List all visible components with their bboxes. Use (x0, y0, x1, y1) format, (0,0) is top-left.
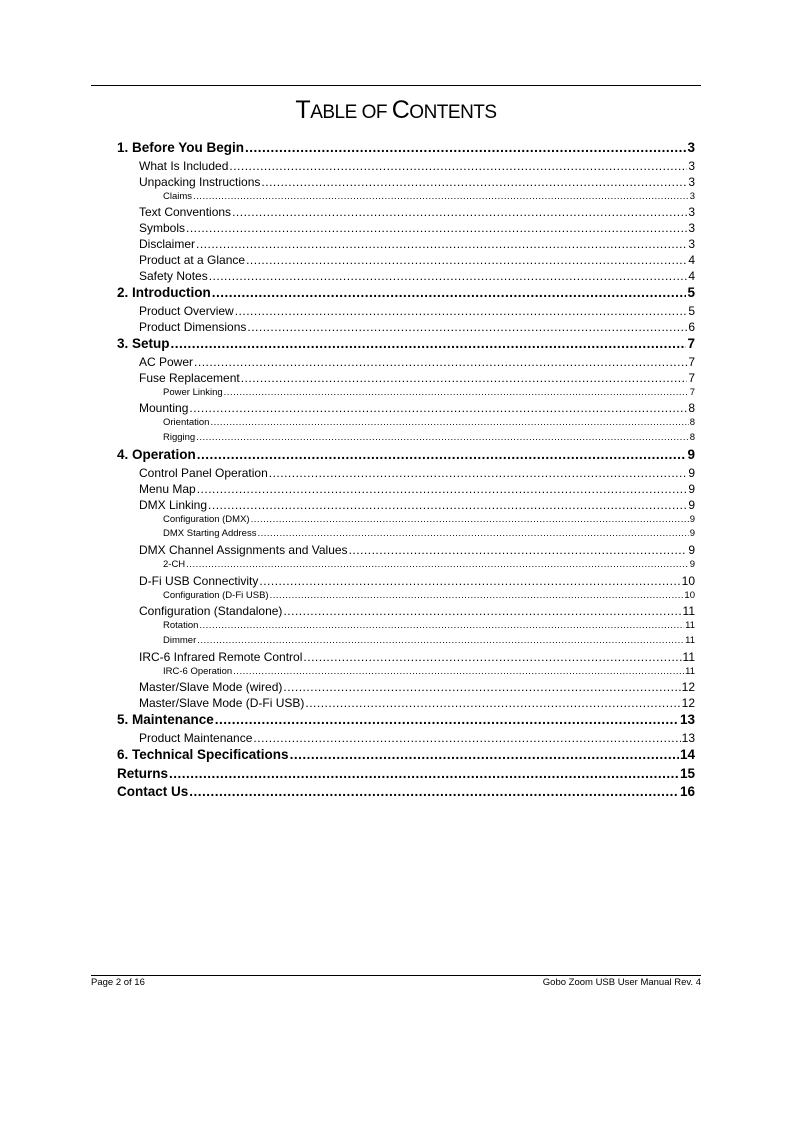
toc-entry-page: 4 (688, 269, 695, 284)
toc-entry-label: Disclaimer (139, 237, 196, 252)
toc-dot-leader (197, 634, 684, 649)
toc-entry-label: Rotation (163, 620, 199, 632)
toc-entry-page: 12 (681, 696, 695, 711)
toc-entry-page: 10 (684, 589, 695, 601)
toc-entry-label: Symbols (139, 221, 186, 236)
toc-dot-leader (245, 139, 686, 158)
toc-entry-page: 8 (689, 417, 695, 429)
toc-dot-leader (233, 665, 684, 680)
toc-entry-label: Unpacking Instructions (139, 174, 261, 189)
page-footer (91, 977, 701, 989)
toc-dot-leader (235, 303, 688, 319)
toc-dot-leader (269, 465, 688, 481)
toc-entry[interactable] (117, 400, 695, 416)
toc-entry-label: Configuration (D-Fi USB) (163, 589, 269, 601)
toc-entry-label: DMX Channel Assignments and Values (139, 542, 348, 557)
toc-entry[interactable] (117, 252, 695, 268)
toc-entry-label: Returns (117, 765, 169, 781)
toc-entry-page: 9 (688, 497, 695, 512)
toc-entry-page: 9 (689, 528, 695, 540)
toc-dot-leader (305, 695, 680, 711)
toc-dot-leader (259, 573, 680, 589)
page-title (91, 94, 701, 129)
toc-entry-page: 3 (689, 190, 695, 202)
toc-entry-label: Configuration (Standalone) (139, 604, 283, 619)
toc-entry-label: D-Fi USB Connectivity (139, 573, 259, 588)
toc-dot-leader (197, 446, 687, 465)
toc-entry-label: IRC-6 Infrared Remote Control (139, 649, 303, 664)
toc-entry-label: Dimmer (163, 634, 197, 646)
toc-entry[interactable] (117, 236, 695, 252)
toc-entry-page: 7 (688, 354, 695, 369)
toc-entry[interactable] (117, 354, 695, 370)
toc-dot-leader (194, 354, 687, 370)
toc-dot-leader (210, 416, 688, 431)
toc-dot-leader (349, 542, 688, 558)
toc-entry-page: 9 (689, 513, 695, 525)
toc-entry-label: Safety Notes (139, 269, 208, 284)
toc-dot-leader (212, 284, 687, 303)
toc-entry[interactable] (117, 268, 695, 284)
toc-entry[interactable] (117, 634, 695, 649)
footer-rule (91, 975, 701, 976)
toc-dot-leader (196, 236, 687, 252)
toc-entry-page: 5 (688, 304, 695, 319)
toc-entry-page: 3 (688, 221, 695, 236)
title-initial-1: T (295, 96, 311, 124)
toc-entry[interactable] (117, 174, 695, 190)
toc-entry[interactable] (117, 370, 695, 386)
toc-dot-leader (283, 603, 681, 619)
toc-entry[interactable] (117, 481, 695, 497)
toc-entry[interactable] (117, 158, 695, 174)
toc-entry-page: 8 (688, 401, 695, 416)
toc-entry[interactable] (117, 695, 695, 711)
toc-dot-leader (209, 268, 688, 284)
toc-entry-label: Product Dimensions (139, 320, 247, 335)
toc-entry-page: 16 (679, 784, 695, 800)
toc-entry-label: Product Overview (139, 304, 234, 319)
toc-entry[interactable] (117, 665, 695, 680)
toc-entry-label: AC Power (139, 354, 194, 369)
toc-entry-page: 13 (681, 731, 695, 745)
toc-dot-leader (246, 252, 687, 268)
toc-entry-page: 12 (681, 680, 695, 695)
toc-entry-label: DMX Starting Address (163, 528, 257, 540)
title-rest-1: ABLE OF (310, 102, 392, 123)
toc-entry-label: Master/Slave Mode (D-Fi USB) (139, 696, 305, 711)
toc-entry[interactable] (117, 619, 695, 634)
toc-entry-page: 8 (689, 432, 695, 444)
toc-entry-label: What Is Included (139, 158, 229, 173)
title-initial-2: C (391, 96, 410, 124)
toc-entry[interactable] (117, 319, 695, 335)
toc-entry[interactable] (117, 335, 695, 354)
toc-dot-leader (208, 497, 687, 513)
toc-entry[interactable] (117, 730, 695, 746)
toc-entry-page: 11 (685, 634, 695, 646)
toc-entry[interactable] (117, 746, 695, 765)
toc-dot-leader (261, 174, 687, 190)
toc-entry-label: 3. Setup (117, 336, 170, 352)
toc-dot-leader (251, 513, 689, 528)
toc-entry[interactable] (117, 603, 695, 619)
toc-entry[interactable] (117, 220, 695, 236)
toc-entry-page: 3 (688, 174, 695, 189)
toc-entry-page: 13 (679, 712, 695, 728)
toc-entry[interactable] (117, 513, 695, 528)
toc-entry-label: Rigging (163, 432, 196, 444)
toc-entry[interactable] (117, 139, 695, 158)
toc-entry[interactable] (117, 542, 695, 558)
toc-entry-label: Product Maintenance (139, 731, 253, 745)
toc-entry-page: 3 (688, 237, 695, 252)
title-rest-2: ONTENTS (409, 102, 497, 123)
toc-entry-page: 9 (688, 481, 695, 496)
toc-entry-page: 11 (682, 649, 695, 664)
toc-entry[interactable] (117, 303, 695, 319)
header-rule (91, 85, 701, 86)
toc-entry-label: Product at a Glance (139, 253, 246, 268)
toc-dot-leader (232, 204, 687, 220)
toc-entry[interactable] (117, 649, 695, 665)
toc-entry[interactable] (117, 765, 695, 784)
toc-entry[interactable] (117, 783, 695, 802)
toc-dot-leader (283, 679, 680, 695)
toc-entry[interactable] (117, 190, 695, 205)
toc-dot-leader (189, 783, 679, 802)
toc-entry-page: 11 (685, 620, 695, 632)
toc-entry-page: 15 (679, 765, 695, 781)
toc-entry-page: 9 (689, 558, 695, 570)
toc-entry[interactable] (117, 446, 695, 465)
toc-entry-label: Fuse Replacement (139, 370, 240, 385)
toc-entry-page: 4 (688, 253, 695, 268)
footer-document-title: Gobo Zoom USB User Manual Rev. 4 (542, 977, 701, 988)
toc-dot-leader (224, 386, 689, 401)
toc-entry-page: 11 (685, 665, 695, 677)
toc-entry-label: Mounting (139, 401, 189, 416)
toc-entry[interactable] (117, 589, 695, 604)
toc-entry-page: 10 (681, 573, 695, 588)
toc-dot-leader (186, 558, 689, 573)
toc-entry-page: 9 (688, 542, 695, 557)
toc-entry-label: 2-CH (163, 558, 186, 570)
footer-page-number: Page 2 of 16 (91, 977, 145, 988)
toc-entry[interactable] (117, 465, 695, 481)
toc-dot-leader (270, 589, 684, 604)
toc-entry[interactable] (117, 711, 695, 730)
toc-entry-label: 6. Technical Specifications (117, 747, 289, 762)
toc-entry-page: 14 (679, 747, 695, 762)
toc-entry-page: 3 (688, 205, 695, 220)
toc-entry-label: Text Conventions (139, 205, 232, 220)
toc-entry[interactable] (117, 416, 695, 431)
table-of-contents (117, 139, 695, 802)
toc-dot-leader (257, 527, 688, 542)
toc-entry-label: Claims (163, 190, 193, 202)
toc-dot-leader (171, 335, 687, 354)
toc-entry-label: IRC-6 Operation (163, 665, 233, 677)
toc-entry-page: 7 (687, 336, 695, 352)
toc-entry-page: 9 (688, 465, 695, 480)
toc-entry[interactable] (117, 284, 695, 303)
toc-dot-leader (196, 431, 688, 446)
toc-entry[interactable] (117, 431, 695, 446)
toc-dot-leader (241, 370, 688, 386)
toc-entry-page: 11 (682, 604, 695, 619)
toc-entry[interactable] (117, 204, 695, 220)
toc-entry-page: 5 (687, 285, 695, 301)
toc-dot-leader (197, 481, 688, 497)
toc-entry-page: 6 (688, 320, 695, 335)
toc-entry-label: Menu Map (139, 481, 196, 496)
toc-entry-page: 7 (689, 386, 695, 398)
toc-dot-leader (303, 649, 681, 665)
toc-entry-label: Contact Us (117, 784, 189, 800)
toc-dot-leader (229, 158, 687, 174)
toc-entry[interactable] (117, 386, 695, 401)
toc-entry-label: DMX Linking (139, 497, 208, 512)
toc-entry-label: Orientation (163, 417, 210, 429)
toc-dot-leader (189, 400, 687, 416)
toc-entry-page: 7 (688, 370, 695, 385)
toc-entry-label: 4. Operation (117, 446, 196, 462)
toc-dot-leader (215, 711, 679, 730)
toc-entry-label: 5. Maintenance (117, 712, 214, 728)
toc-entry-page: 9 (687, 446, 695, 462)
toc-entry[interactable] (117, 679, 695, 695)
toc-entry-label: Master/Slave Mode (wired) (139, 680, 283, 695)
toc-entry-label: Power Linking (163, 386, 223, 398)
toc-dot-leader (186, 220, 687, 236)
toc-dot-leader (247, 319, 687, 335)
toc-dot-leader (169, 765, 679, 784)
toc-dot-leader (199, 619, 684, 634)
toc-entry-page: 3 (688, 158, 695, 173)
toc-dot-leader (193, 190, 689, 205)
toc-entry-label: 1. Before You Begin (117, 140, 245, 155)
toc-entry-label: Control Panel Operation (139, 465, 268, 480)
toc-dot-leader (290, 746, 679, 765)
toc-entry[interactable] (117, 558, 695, 573)
toc-entry-page: 3 (687, 140, 695, 155)
toc-entry[interactable] (117, 573, 695, 589)
toc-entry-label: Configuration (DMX) (163, 513, 250, 525)
toc-dot-leader (253, 730, 680, 746)
toc-entry[interactable] (117, 497, 695, 513)
toc-entry-label: 2. Introduction (117, 285, 211, 301)
toc-entry[interactable] (117, 527, 695, 542)
